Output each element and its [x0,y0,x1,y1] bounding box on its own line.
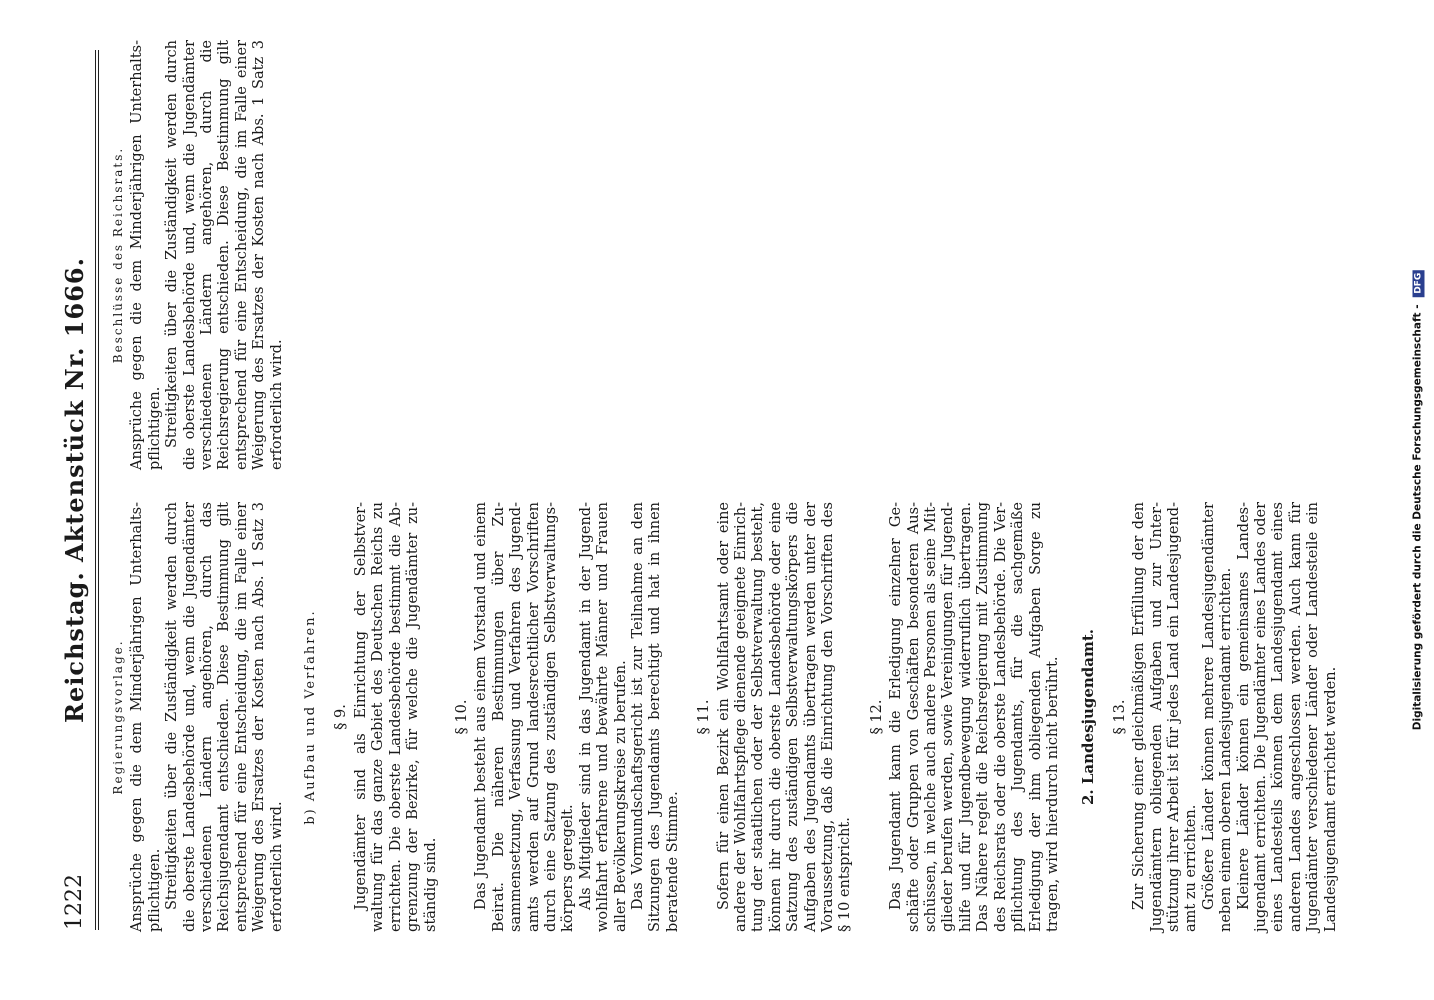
left-carryover: Ansprüche gegen die dem Minderjährigen Unterhaltspflichtigen. [129,502,163,932]
section-13-text-1: Zur Sicherung einer gleichmäßigen Erfüllung der den Jugendämtern obliegenden Aufgaben und zur Unterstützung ihrer Arbeit ist für jedes Land ein Landesjugendamt zu errichten. [1131,502,1200,932]
section-10-text-3: Das Vormundschaftsgericht ist zur Teilnahme an den Sitzungen des Jugendamts berechtigt und hat in ihnen beratende Stimme. [629,502,681,932]
section-13-text-3: Kleinere Länder können ein gemeinsames Landesjugendamt errichten. Die Jugendämter eines Landes oder eines Landesteils können dem Landesjugendamt eines anderen Landes angeschlossen werden. Auch kann für Jugendämter verschiedener Länder oder Landesteile ein Landesjugendamt errichtet werden. [1235,502,1339,932]
landesjugendamt-heading: 2. Landesjugendamt. [1079,628,1098,806]
page-header [56,50,96,930]
section-12-heading: § 12. [868,699,885,735]
section-13-heading: § 13. [1111,699,1128,735]
section-9-text: Jugendämter sind als Einrichtung der Selbstverwaltung für das ganze Gebiet des Deutschen Reichs zu errichten. Die oberste Landesbehörde bestimmt die Abgrenzung der Bezirke, für welche die Jugendämter zuständig sind. [352,502,439,932]
section-11-heading: § 11. [696,699,713,735]
left-column-heading: Regierungsvorlage. [111,639,125,795]
header-rule-thin [98,50,99,930]
right-carryover: Ansprüche gegen die dem Minderjährigen Unterhaltspflichtigen. [129,40,163,470]
section-10-text-2: Als Mitglieder sind in das Jugendamt in der Jugendwohlfahrt erfahrene und bewährte Männer und Frauen aller Bevölkerungskreise zu berufen. [577,502,629,932]
digitization-credit [1412,270,1425,730]
digitization-credit-text: Digitalisierung gefördert durch die Deutsche Forschungsgemeinschaft - [1411,304,1424,731]
section-9-heading: § 9. [333,704,350,730]
section-10-text-1: Das Jugendamt besteht aus einem Vorstand und einem Beirat. Die näheren Bestimmungen über Zusammensetzung, Verfassung und Verfahren des Jugendamts werden auf Grund landesrechtlicher Vorschriften durch eine Satzung des zuständigen Selbstverwaltungskörpers geregelt. [473,502,577,932]
running-head: Reichstag. Aktenstück Nr. 1666. [60,257,89,723]
right-column [110,40,286,470]
section-12-text: Das Jugendamt kann die Erledigung einzelner Geschäfte oder Gruppen von Geschäften besonderen Ausschüssen, in welche auch andere Personen als seine Mitglieder berufen werden, sowie Vereinigungen für Jugendhilfe und für Jugendbewegung widerruflich übertragen. Das Nähere regelt die Reichsregierung mit Zustimmung des Reichsrats oder die oberste Landesbehörde. Die Verpflichtung des Jugendamts, für die sachgemäße Erledigung der ihm obliegenden Aufgaben Sorge zu tragen, wird hierdurch nicht berührt. [888,502,1061,932]
page-number: 1222 [62,874,87,930]
section-10-heading: § 10. [453,699,470,735]
section-11-text: Sofern für einen Bezirk ein Wohlfahrtsamt oder eine andere der Wohlfahrtspflege dienende geeignete Einrichtung der staatlichen oder der Selbstverwaltung besteht, können ihr durch die oberste Landesbehörde oder eine Satzung des zuständigen Selbstverwaltungskörpers die Aufgaben des Jugendamts übertragen werden unter der Voraussetzung, daß die Einrichtung den Vorschriften des § 10 entspricht. [715,502,854,932]
header-rule [95,50,96,930]
right-streitigkeiten: Streitigkeiten über die Zuständigkeit werden durch die oberste Landesbehörde und, wenn die Jugendämter verschiedenen Ländern angehören, durch die Reichsregierung entschieden. Diese Bestimmung gilt entsprechend für eine Entscheidung, die im Falle einer Weigerung des Ersatzes der Kosten nach Abs. 1 Satz 3 erforderlich wird. [164,40,285,470]
dfg-logo: DFG [1413,270,1425,297]
right-column-heading: Beschlüsse des Reichsrats. [111,146,125,364]
left-streitigkeiten: Streitigkeiten über die Zuständigkeit werden durch die oberste Landesbehörde und, wenn die Jugendämter verschiedenen Ländern angehören, durch das Reichsjugendamt entschieden. Diese Bestimmung gilt entsprechend für eine Entscheidung, die im Falle einer Weigerung des Ersatzes der Kosten nach Abs. 1 Satz 3 erforderlich wird. [164,502,285,932]
left-column [110,502,1340,932]
subsection-title: b) Aufbau und Verfahren. [303,609,319,825]
section-13-text-2: Größere Länder können mehrere Landesjugendämter neben einem oberen Landesjugendamt errichten. [1200,502,1235,932]
